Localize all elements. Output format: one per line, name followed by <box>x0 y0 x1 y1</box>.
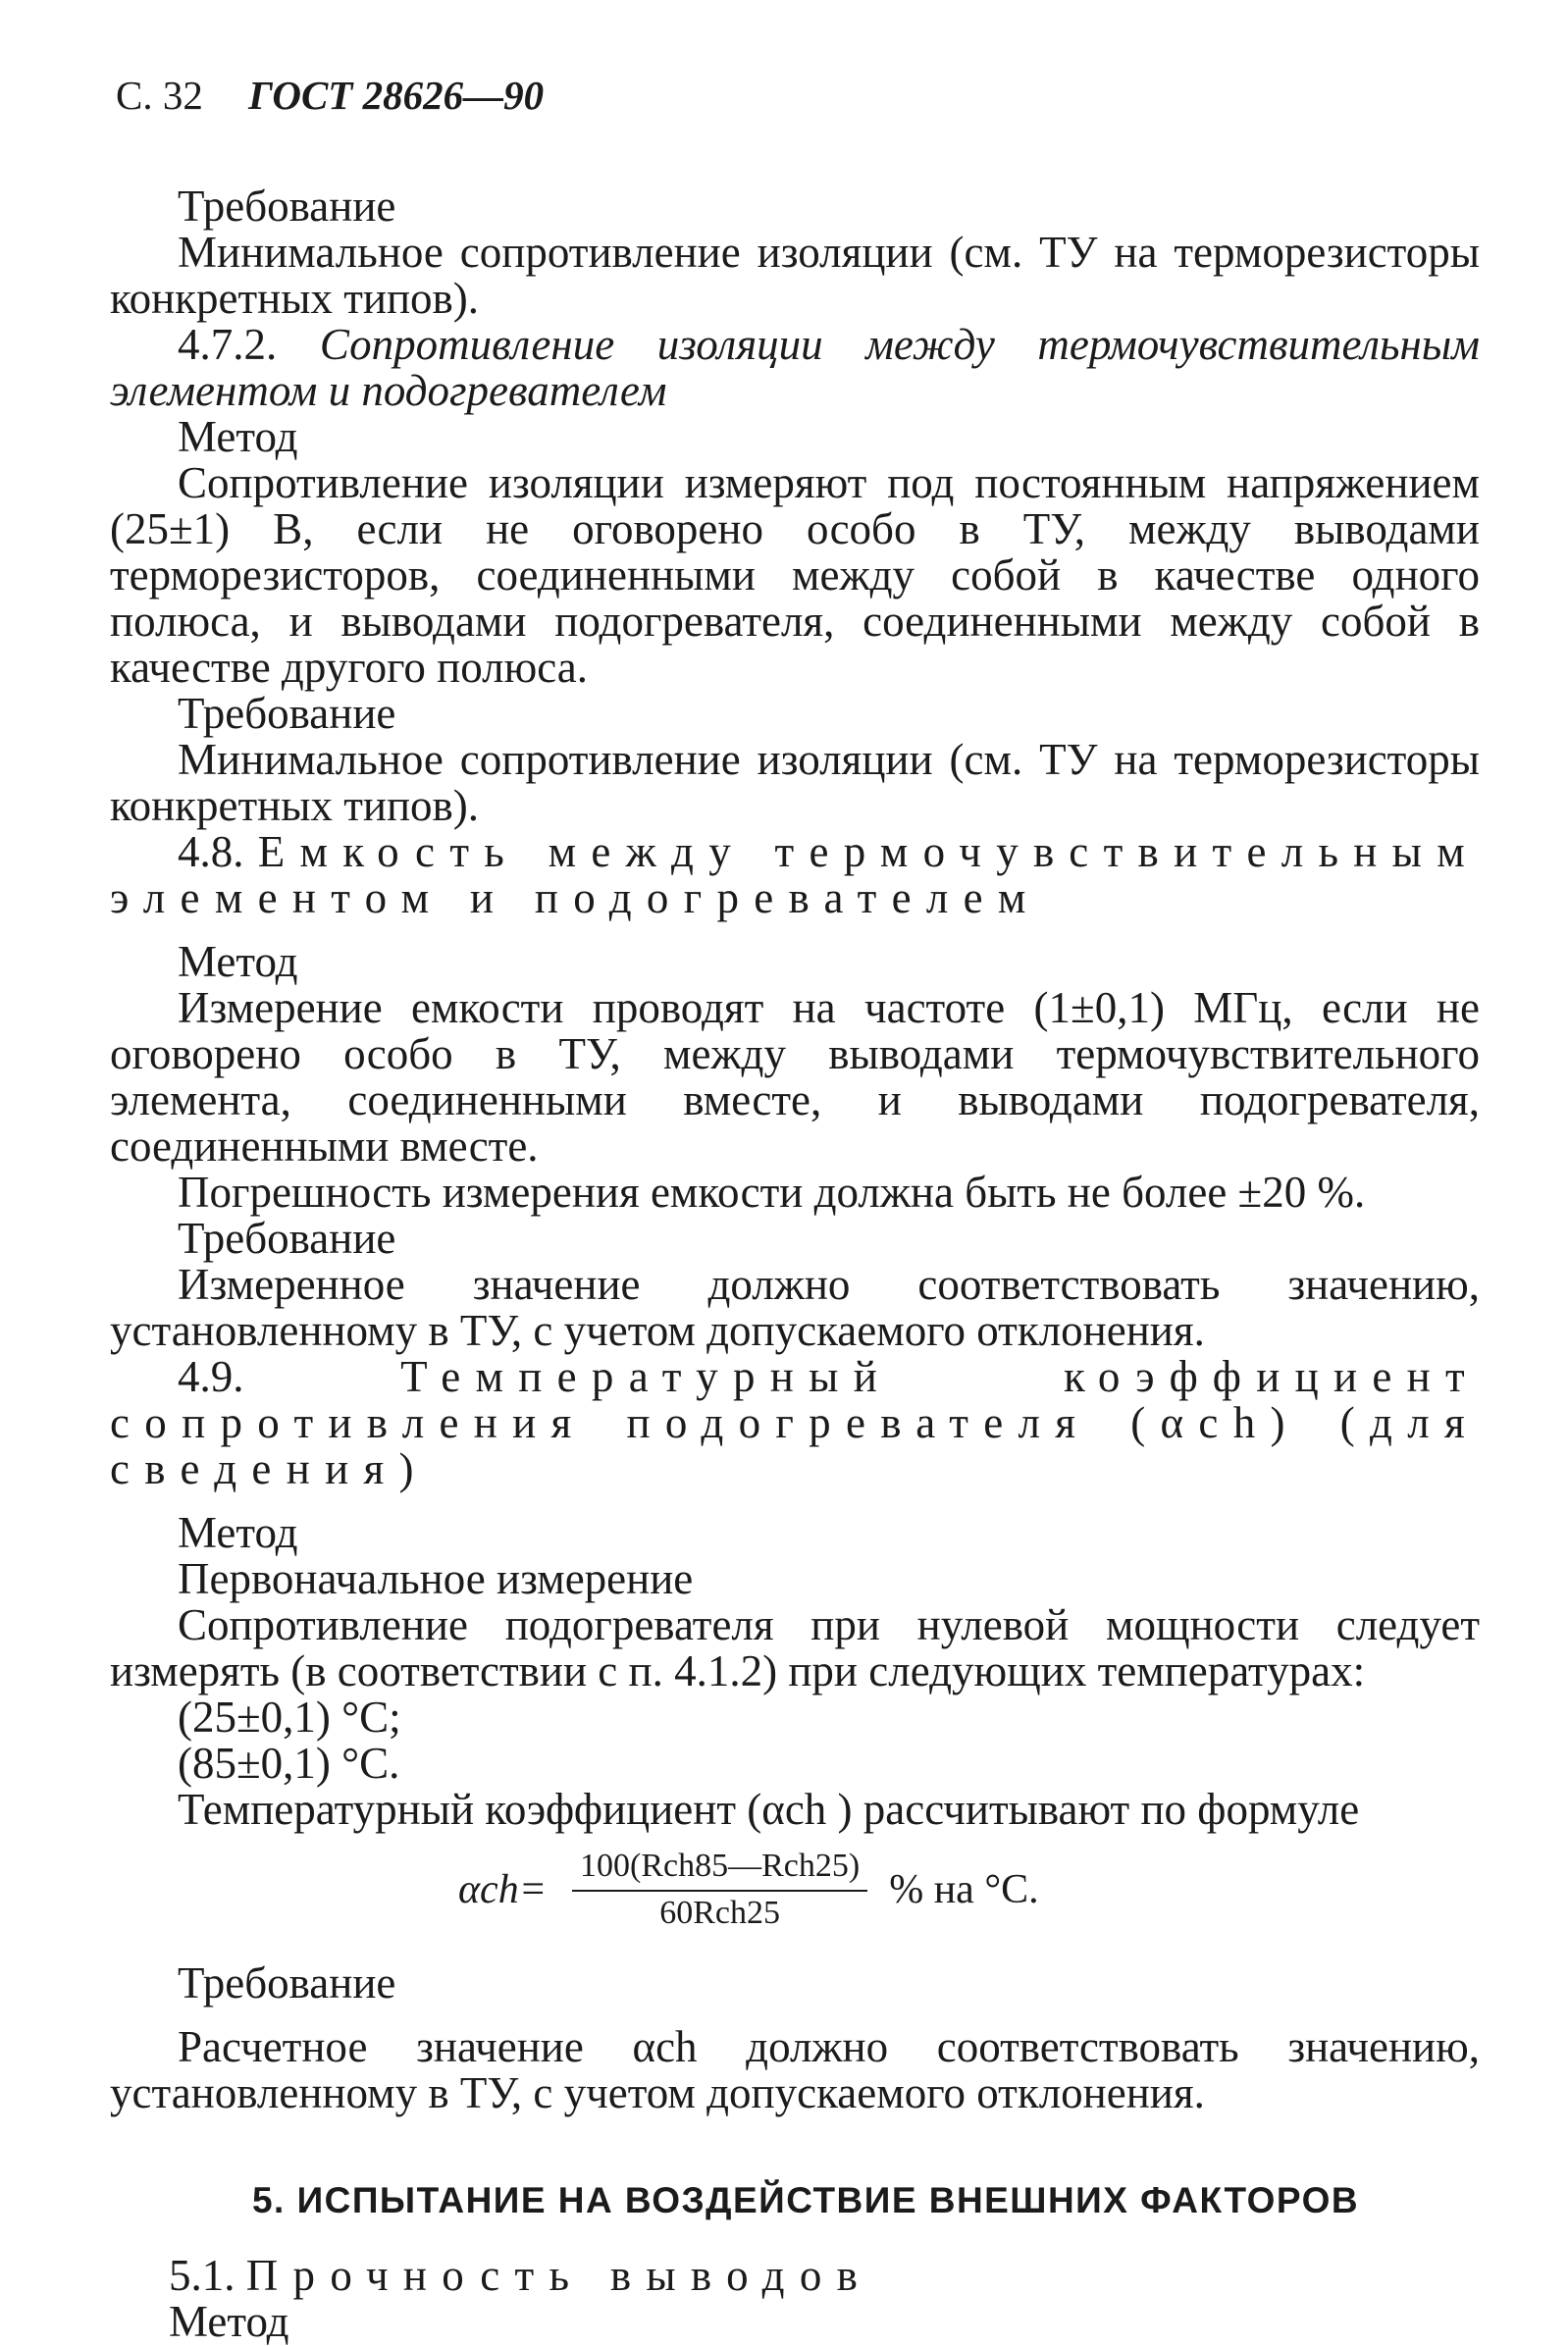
requirement-label: Требование <box>178 1214 396 1263</box>
formula-numerator: 100(Rch85—Rch25) <box>572 1847 867 1892</box>
paragraph: Погрешность измерения емкости должна быть не более ±20 %. <box>178 1168 1366 1217</box>
page-header <box>116 73 1480 119</box>
requirement-label: Требование <box>178 1958 396 2007</box>
method-label: Метод <box>178 937 298 986</box>
paragraph: Сопротивление подогревателя при нулевой мощности следует измерять (в соответствии с п. 4.1.2) при следующих температурах: <box>110 1600 1480 1695</box>
requirement-label: Требование <box>178 182 396 231</box>
clause-heading-4-8 <box>110 829 1480 921</box>
method-label: Метод <box>178 1508 298 1557</box>
paragraph: Расчетное значение αch должно соответствовать значению, установленному в ТУ, с учетом допускаемого отклонения. <box>110 2022 1480 2117</box>
formula <box>458 1847 1480 1933</box>
clause-heading-4-7-2 <box>110 322 1480 414</box>
clause-title: Сопротивление изоляции между термочувствительным элементом и подогревателем <box>110 320 1480 415</box>
clause-heading-4-9 <box>110 1354 1480 1492</box>
clause-title: Емкость между термочувствительным элементом и подогревателем <box>110 827 1480 922</box>
paragraph: Минимальное сопротивление изоляции (см. ТУ на терморезисторы конкретных типов). <box>110 735 1480 830</box>
paragraph: Минимальное сопротивление изоляции (см. ТУ на терморезисторы конкретных типов). <box>110 228 1480 323</box>
method-label: Метод <box>169 2297 289 2346</box>
clause-number: 5.1. <box>169 2251 235 2300</box>
formula-fraction <box>572 1847 867 1933</box>
temperature-item: (85±0,1) °C. <box>178 1739 400 1788</box>
formula-lhs: αch= <box>458 1866 548 1912</box>
formula-unit: % на °C. <box>889 1866 1039 1912</box>
paragraph: Измеренное значение должно соответствовать значению, установленному в ТУ, с учетом допускаемого отклонения. <box>110 1260 1480 1355</box>
paragraph: Измерение емкости проводят на частоте (1±0,1) МГц, если не оговорено особо в ТУ, между выводами термочувствительного элемента, соединенными вместе, и выводами подогревателя, соединенными вместе. <box>110 983 1480 1171</box>
method-label: Метод <box>178 412 298 461</box>
paragraph: Сопротивление изоляции измеряют под постоянным напряжением (25±1) В, если не оговорено особо в ТУ, между выводами терморезисторов, соединенными между собой в качестве одного полюса, и выводами подогревателя, соединенными между собой в качестве другого полюса. <box>110 458 1480 692</box>
clause-title: Прочность выводов <box>245 2251 873 2300</box>
clause-number: 4.8. <box>178 827 244 876</box>
requirement-label: Требование <box>178 689 396 738</box>
clause-number: 4.9. <box>178 1352 244 1401</box>
clause-heading-5-1 <box>110 2253 1480 2299</box>
temperature-item: (25±0,1) °C; <box>178 1693 401 1742</box>
subheading: Первоначальное измерение <box>178 1554 694 1603</box>
document-title: ГОСТ 28626—90 <box>248 73 545 118</box>
section-heading: 5. ИСПЫТАНИЕ НА ВОЗДЕЙСТВИЕ ВНЕШНИХ ФАКТОРОВ <box>252 2180 1360 2220</box>
page-number: С. 32 <box>116 73 203 118</box>
clause-title: Температурный коэффициент сопротивления подогревателя (αch) (для сведения) <box>110 1352 1480 1493</box>
paragraph: Температурный коэффициент (αch ) рассчитывают по формуле <box>178 1785 1360 1834</box>
formula-denominator: 60Rch25 <box>659 1895 781 1931</box>
clause-number: 4.7.2. <box>178 320 278 369</box>
